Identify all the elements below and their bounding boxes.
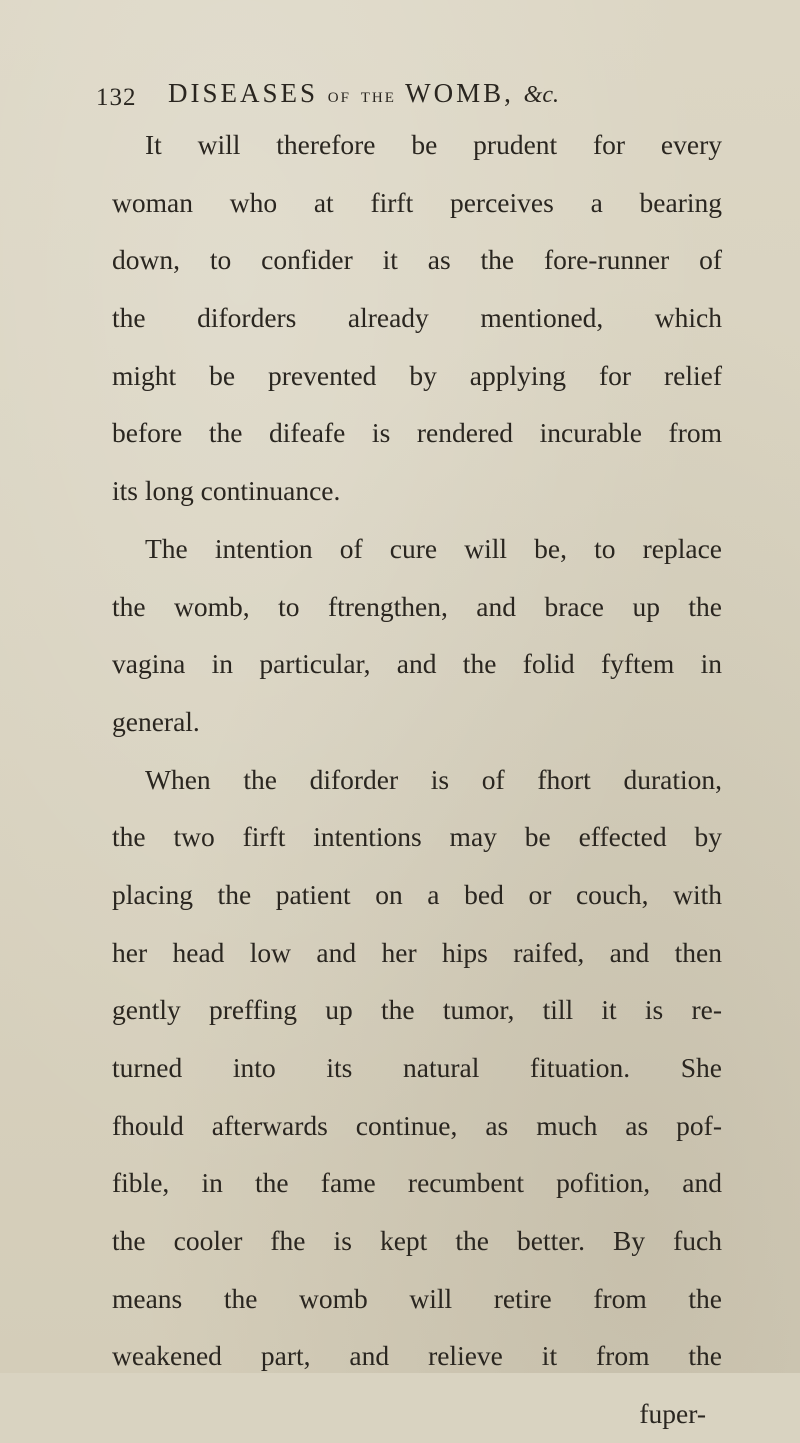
text-line: It will therefore be prudent for every [145,129,722,160]
body-text [112,116,722,1443]
title-word-womb: WOMB, [405,78,514,108]
text-line: The intention of cure will be, to replace [145,532,722,564]
running-title [168,78,559,109]
text-line: weakened part, and relieve it from the [112,1340,722,1372]
text-line: the cooler fhe is kept the better. By fuch [112,1225,722,1257]
text-line: its long continuance. [112,475,341,507]
text-line: means the womb will retire from the [112,1282,722,1314]
text-line: down, to confider it as the fore-runner of [112,244,722,276]
text-line: placing the patient on a bed or couch, with [112,878,722,910]
title-word-diseases: DISEASES [168,78,319,108]
text-line: When the diforder is of fhort duration, [145,763,722,795]
text-line: fhould afterwards continue, as much as pof- [112,1109,722,1141]
catchword: fuper- [639,1398,706,1430]
text-line: the two firft intentions may be effected by [112,821,722,853]
text-line: general. [112,705,200,737]
text-line: before the difeafe is rendered incurable from [112,417,722,449]
text-line: the womb, to ftrengthen, and brace up the [112,590,722,622]
text-line: woman who at firft perceives a bearing [112,186,722,218]
title-etc: &c. [523,82,559,108]
running-header [96,78,696,118]
title-connector-of: OF [327,90,351,106]
text-line: the diforders already mentioned, which [112,302,722,334]
text-line: gently preffing up the tumor, till it is re- [112,994,722,1026]
page-number: 132 [96,84,137,111]
title-connector-the: THE [360,90,396,106]
text-line: vagina in particular, and the folid fyftem in [112,648,722,680]
text-line: her head low and her hips raifed, and then [112,936,722,968]
text-line: fible, in the fame recumbent pofition, and [112,1167,722,1199]
text-line: turned into its natural fituation. She [112,1052,722,1083]
text-line: might be prevented by applying for relief [112,359,722,391]
